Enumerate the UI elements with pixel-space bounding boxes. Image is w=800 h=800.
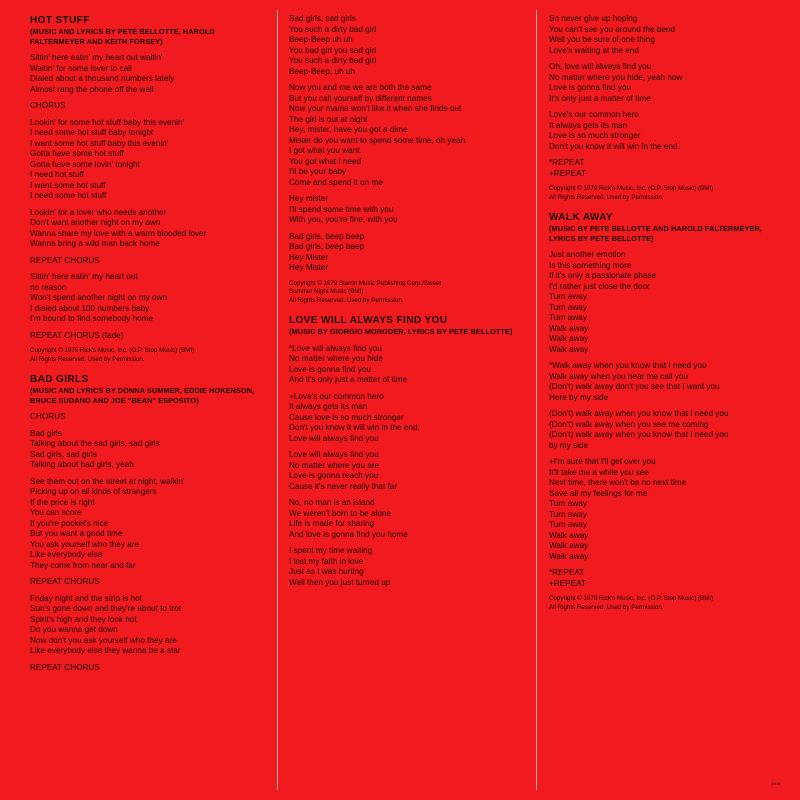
copyright-line: Summer Night Music (BMI) [289, 288, 364, 296]
lyric-line: Lookin' for some hot stuff baby this evenin' [30, 117, 185, 127]
lyric-line: The girl is out at night [289, 114, 368, 124]
lyric-line: Love is gonna reach you [289, 471, 379, 481]
lyric-line: If the price is right [30, 497, 95, 507]
lyric-line: Turn away [549, 520, 587, 530]
lyric-line: Sad girls, sad girls [289, 14, 356, 23]
song-block [549, 211, 789, 612]
lyric-stanza [289, 546, 529, 588]
lyric-line: Won't spend another night on my own [30, 293, 168, 302]
lyric-line: Friday night and the strip is hot [30, 593, 142, 603]
copyright-line: Copyright © 1979 Rick's Music, Inc. (O.P. Stop Music) (BMI) [549, 595, 714, 603]
song-block [30, 373, 264, 673]
lyric-line: Love will always find you [289, 450, 379, 460]
copyright-notice [30, 347, 264, 364]
lyric-stanza [30, 477, 264, 572]
lyric-line: Walk away when you hear me call you [549, 371, 688, 381]
lyric-line: Like everybody else they wanna be a star [30, 646, 181, 656]
lyric-line: Now your mama won't like it when she finds out [289, 104, 462, 113]
lyric-line: Don't you know it will win in the end. [549, 141, 680, 151]
lyric-line: Walk away [549, 334, 589, 344]
lyric-line: Walk away [549, 344, 589, 354]
lyric-line: Here by my side [549, 392, 609, 402]
lyric-line: I lost my faith in love [289, 556, 364, 566]
lyric-line: No matter where you are [289, 460, 380, 470]
lyric-line: Cause it's never really that far [289, 481, 398, 491]
lyric-line: Turn away [549, 499, 587, 509]
lyric-line: CHORUS [30, 412, 66, 422]
lyric-line: Wanna bring a wild man back home [30, 239, 160, 248]
lyric-line: *Walk away when you know that I need you [549, 361, 707, 371]
lyric-line: I'll be your baby [289, 167, 347, 176]
lyric-line: *REPEAT [549, 568, 585, 578]
lyrics-column-3 [549, 14, 789, 788]
lyric-line: But you want a good time [30, 529, 123, 539]
column-divider [277, 10, 278, 790]
lyric-line: Beep-Beep uh uh [289, 35, 353, 44]
lyric-line: Now you and me we are both the same [289, 83, 432, 92]
lyric-line: I'll spend some time with you [289, 204, 394, 214]
lyric-line: Talking about bad girls, yeah [30, 460, 134, 470]
lyric-line: You bad girl you sad girl [289, 45, 377, 55]
lyric-line: Now don't you ask yourself who they are [30, 635, 177, 645]
song-credit: (MUSIC AND LYRICS BY PETE BELLOTTE, HAROLD FALTERMEYER AND KEITH FORSEY) [30, 27, 215, 46]
lyric-line: Next time, there won't be no next time [549, 478, 687, 488]
lyric-line: Hey Mister [289, 252, 329, 262]
lyric-stanza [289, 232, 529, 274]
lyric-line: I'd rather just close the door [549, 281, 650, 291]
lyric-line: Bad girls, beep beep [289, 231, 365, 241]
lyric-line: I need some hot stuff baby tonight [30, 128, 154, 137]
lyric-line: And it's only just a matter of time [289, 375, 408, 385]
lyric-line: Love is gonna find you [289, 364, 371, 374]
copyright-notice [289, 280, 529, 306]
lyric-line: Love is so much stronger [549, 131, 641, 140]
song-block [289, 314, 529, 588]
lyric-line: We weren't born to be alone [289, 508, 391, 518]
lyric-stanza [30, 256, 264, 267]
lyric-line: Come and spend it on me [289, 177, 383, 187]
lyrics-column-1 [30, 14, 264, 788]
lyric-line: Spirit's high and they look hot [30, 614, 137, 624]
lyric-line: You such a dirty bad girl [289, 56, 377, 65]
song-title: BAD GIRLS [30, 374, 89, 386]
lyric-line: Love's waiting at the end [549, 45, 639, 55]
song-credit: (MUSIC AND LYRICS BY DONNA SUMMER, EDDIE HOKENSON, BRUCE SUDANO AND JOE "BEAN" ESPOSITO) [30, 386, 255, 405]
lyric-stanza [289, 498, 529, 540]
lyric-line: Almost rang the phone off the wall [30, 84, 154, 94]
lyric-line: Turn away [549, 302, 587, 312]
lyric-stanza [30, 272, 264, 325]
lyric-stanza [549, 457, 789, 562]
copyright-line: Copyright © 1979 Starrin Music Publishing Corp./Sweet [289, 279, 442, 287]
lyric-line: +Love's our common hero [289, 391, 384, 401]
lyric-line: Waitin' for some lover to call [30, 63, 132, 73]
lyric-line: (Don't) walk away when you know that I need you [549, 430, 729, 440]
lyric-line: Gotta have some hot stuff [30, 149, 124, 158]
copyright-line: All Rights Reserved. Used by Permission. [30, 355, 145, 363]
song-credit: (MUSIC BY PETE BELLOTTE AND HAROLD FALTERMEYER, LYRICS BY PETE BELLOTTE) [549, 224, 762, 243]
lyric-line: I need some hot stuff [30, 191, 107, 200]
lyric-line: Mister do you want to spend some time, oh yeah [289, 135, 466, 145]
lyric-line: See them out on the street at night, walkin' [30, 476, 185, 486]
lyric-stanza [549, 14, 789, 56]
catalog-number: 2508 [771, 781, 780, 786]
lyric-line: (Don't) walk away don't you see that I want you [549, 382, 720, 392]
lyric-line: But you call yourself by different names [289, 93, 432, 103]
lyric-line: Sun's gone down and they're about to trot [30, 604, 182, 614]
lyric-stanza [549, 250, 789, 355]
lyric-stanza [289, 83, 529, 188]
lyric-stanza [30, 118, 264, 202]
lyric-stanza [30, 412, 264, 423]
lyric-stanza [289, 14, 529, 77]
lyric-line: So never give up hoping [549, 14, 638, 23]
lyric-line: REPEAT CHORUS [30, 255, 100, 265]
lyric-line: With you, you're fine, with you [289, 215, 398, 224]
lyric-stanza [30, 663, 264, 674]
lyric-stanza [289, 344, 529, 386]
lyric-line: Bad girls, beep beep [289, 242, 365, 251]
lyric-line: I spent my time waiting [289, 546, 373, 556]
lyric-line: REPEAT CHORUS (fade) [30, 330, 124, 340]
lyric-line: *REPEAT [549, 158, 585, 167]
lyric-stanza [30, 101, 264, 112]
lyric-line: I need hot stuff [30, 170, 85, 179]
lyric-line: I want some hot stuff [30, 180, 106, 190]
lyric-stanza [30, 208, 264, 250]
lyric-line: You such a dirty bad girl [289, 24, 377, 34]
copyright-line: Copyright © 1979 Rick's Music, Inc. (O.P. Stop Music) (BMI) [30, 347, 195, 354]
lyric-line: I want some hot stuff baby this evenin' [30, 138, 169, 148]
lyric-line: It always gets its man [549, 120, 628, 130]
lyric-line: Turn away [549, 509, 587, 519]
lyric-line: Gotta have some lovin' tonight [30, 159, 140, 169]
lyric-line: Cause love is so much stronger [289, 412, 404, 422]
lyric-stanza [549, 110, 789, 152]
lyric-line: No, no man is an island [289, 498, 375, 508]
copyright-line: Copyright © 1979 Rick's Music, Inc. (O.P. Stop Music) (BMI) [549, 185, 714, 192]
song-title: LOVE WILL ALWAYS FIND YOU [289, 315, 448, 327]
lyric-stanza [289, 450, 529, 492]
lyric-line: Talking about the sad girls, sad girls [30, 439, 160, 449]
lyric-line: Wanna share my love with a warm blooded lover [30, 228, 207, 238]
lyric-line: And love is gonna find you home [289, 529, 408, 539]
lyric-line: Don't want another night on my own [30, 218, 161, 227]
lyric-line: If you're pocket's nice [30, 518, 109, 528]
lyric-line: Walk away [549, 323, 589, 333]
lyric-stanza [289, 392, 529, 445]
lyric-line: Love will always find you [289, 433, 379, 443]
lyric-line: Sad girls, sad girls [30, 449, 97, 459]
lyric-line: I'm bound to find somebody home [30, 314, 154, 323]
lyric-line: Beep-Beep, uh uh [289, 66, 356, 76]
lyric-line: Bad girls [30, 428, 62, 438]
lyric-line: They come from near and far [30, 560, 136, 570]
lyric-line: CHORUS [30, 101, 66, 110]
lyric-line: It'll take me a while you see [549, 467, 649, 477]
column-divider [536, 10, 537, 790]
lyric-line: +I'm sure that I'll get over you [549, 457, 656, 467]
lyric-line: Well you be sure of one thing [549, 35, 655, 44]
lyric-line: Just as I was hurting [289, 567, 364, 577]
song-block [289, 14, 529, 305]
song-block [30, 14, 264, 364]
lyric-line: *Love will always find you [289, 343, 382, 353]
lyric-stanza [30, 594, 264, 657]
lyric-stanza [549, 361, 789, 403]
lyric-line: Walk away [549, 530, 589, 540]
lyric-line: No matter where you hide [289, 354, 383, 364]
lyric-stanza [289, 194, 529, 226]
lyric-stanza [549, 568, 789, 589]
lyric-line: (Don't) walk away when you see me coming [549, 419, 709, 429]
lyrics-column-2 [289, 14, 529, 788]
lyric-line: Life is made for sharing [289, 519, 375, 529]
lyric-line: I got what you want. [289, 146, 362, 155]
lyric-line: Turn away [549, 313, 587, 323]
copyright-notice [549, 595, 789, 612]
lyric-line: Picking up on all kinds of strangers [30, 487, 157, 497]
song-title: WALK AWAY [549, 212, 613, 224]
lyric-line: Turn away [549, 292, 587, 302]
lyric-line: Walk away [549, 541, 589, 551]
lyric-stanza [30, 53, 264, 95]
lyric-line: You ask yourself who they are [30, 539, 139, 549]
lyric-line: Don't you know it will win in the end, [289, 423, 420, 433]
lyric-line: Dialed about a thousand numbers lately [30, 74, 175, 83]
song-title: HOT STUFF [30, 15, 90, 26]
song-block [549, 14, 789, 202]
lyric-stanza [549, 158, 789, 179]
lyric-line: Is this something more [549, 260, 632, 270]
lyric-line: Sittin' here eatin' my heart out waitin' [30, 53, 163, 62]
lyric-line: Do you wanna get down [30, 625, 118, 635]
lyric-line: no reason [30, 282, 67, 292]
song-credit: (MUSIC BY GIORGIO MORODER, LYRICS BY PETE BELLOTTE) [289, 327, 513, 337]
lyric-line: (Don't) walk away when you know that I need you [549, 409, 729, 419]
lyric-line: +REPEAT [549, 168, 586, 178]
lyric-line: +REPEAT [549, 578, 586, 588]
lyric-line: REPEAT CHORUS [30, 662, 100, 672]
lyric-line: Oh, love will always find you [549, 62, 652, 71]
lyric-line: Love's our common hero [549, 110, 639, 119]
copyright-line: All Rights Reserved. Used by Permission. [549, 603, 664, 611]
copyright-line: All Rights Reserved. Used by Permission. [289, 296, 404, 304]
lyric-stanza [30, 577, 264, 588]
lyric-line: You can score [30, 508, 82, 518]
lyric-line: by my side [549, 440, 589, 450]
lyric-line: Walk away [549, 551, 589, 561]
copyright-notice [549, 185, 789, 202]
lyric-line: You got what I need [289, 156, 362, 166]
copyright-line: All Rights Reserved. Used by Permission. [549, 193, 664, 201]
lyric-line: No matter where you hide, yeah now [549, 72, 683, 82]
lyric-line: Love is gonna find you [549, 83, 631, 92]
lyric-line: Just another emotion [549, 250, 626, 260]
lyric-line: Well then you just turned up [289, 577, 391, 587]
lyric-stanza [549, 62, 789, 104]
lyric-stanza [549, 409, 789, 451]
lyric-stanza [30, 331, 264, 342]
lyric-stanza [30, 429, 264, 471]
lyric-line: Lookin' for a lover who needs another [30, 207, 167, 217]
lyric-line: REPEAT CHORUS [30, 577, 100, 587]
lyric-line: It's only just a matter of time [549, 93, 651, 103]
lyric-line: Sittin' here eatin' my heart out [30, 272, 138, 281]
lyric-line: Hey mister [289, 194, 329, 203]
lyric-line: I dialed about 100 numbers baby [30, 303, 150, 313]
lyric-line: Hey, mister, have you got a dime [289, 125, 408, 134]
lyric-line: Save all my feelings for me [549, 488, 648, 498]
lyric-line: Hey Mister [289, 263, 329, 272]
lyric-line: Like everybody else [30, 550, 103, 560]
lyric-line: If it's only a passionate phase [549, 271, 657, 281]
lyric-line: It always gets its man [289, 402, 368, 412]
lyric-line: You can't see you around the bend [549, 24, 675, 34]
